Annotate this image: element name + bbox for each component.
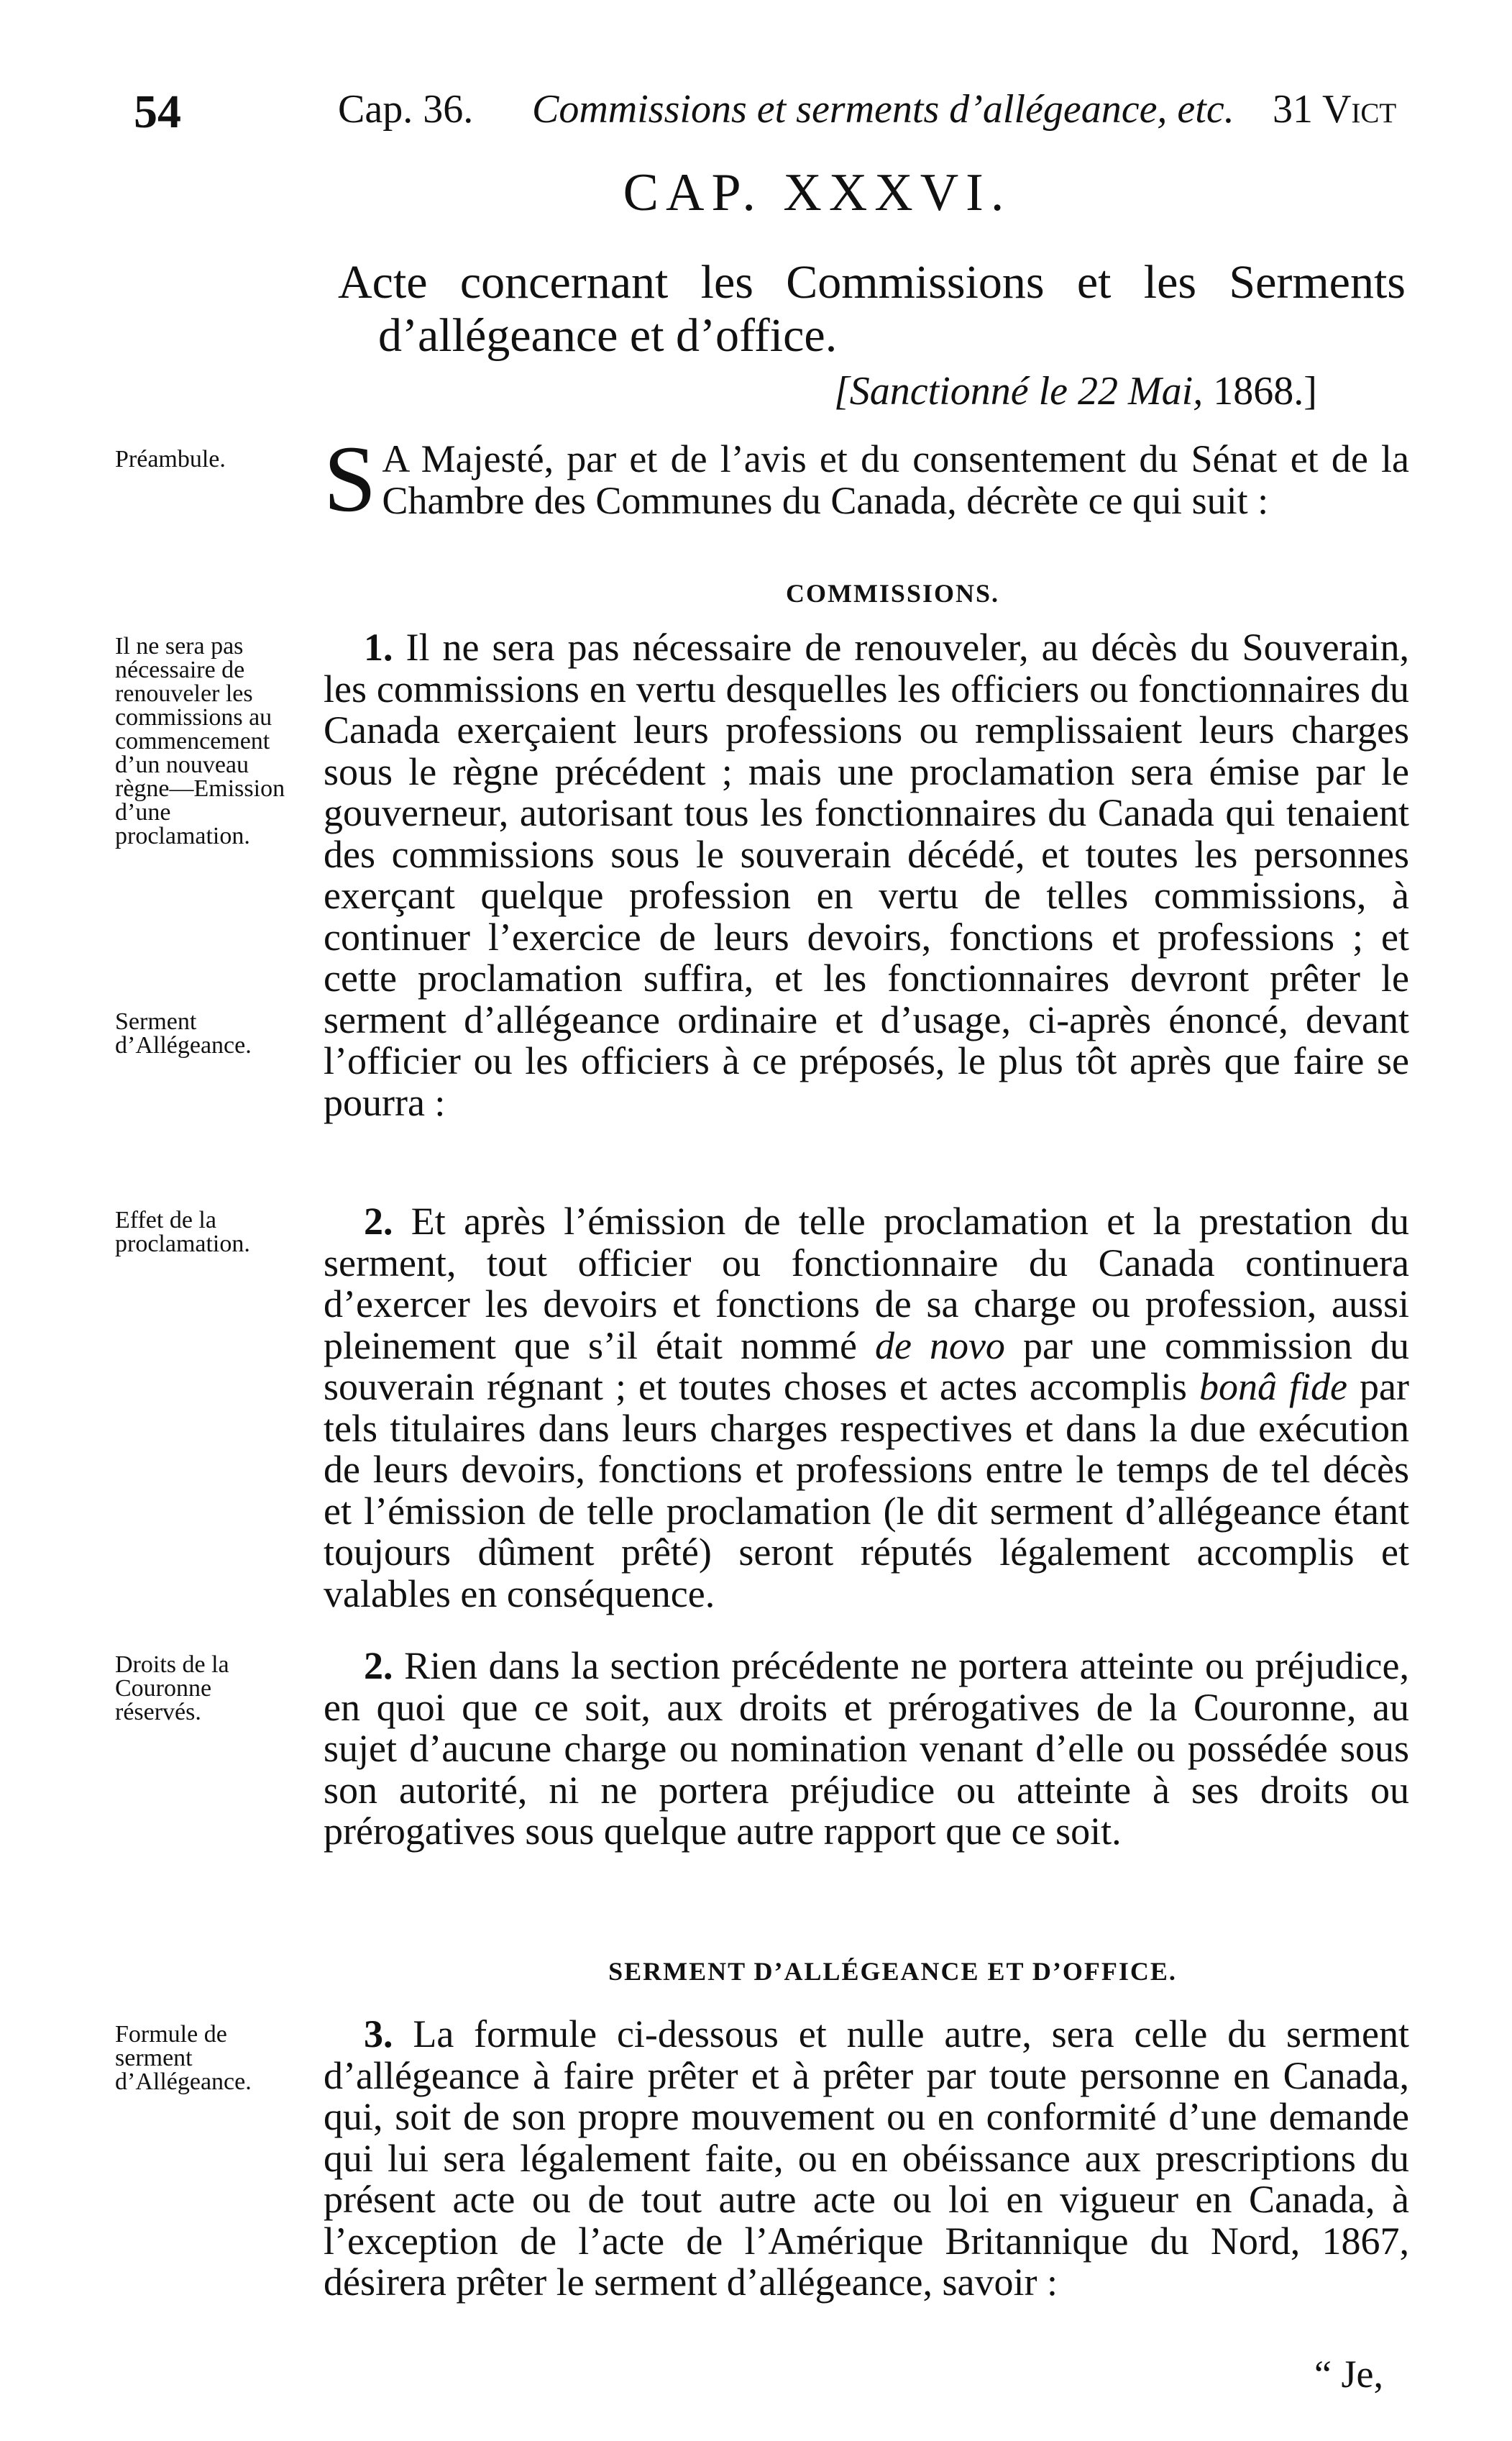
section-2-text-a: Et après l’émission de telle proclamation et la prestation du serment, tout officier ou fonctionnaire du Canada continuera d’exercer les devoirs et fonctions de sa charge ou profession, aussi pleinement que s’il était nommé — [324, 1200, 1410, 1367]
marginal-note-proclamation-effect: Effet de la proclamation. — [115, 1207, 250, 1257]
section-4 — [324, 2014, 1409, 2304]
preamble-paragraph — [324, 426, 1409, 531]
section-1 — [324, 627, 1409, 1123]
sanction-date — [834, 368, 1317, 414]
marginal-note-commissions: Il ne sera pas nécessaire de renouveler les commissions au commencement d’un nouveau règne—Emission d’une proclamation. — [115, 633, 285, 849]
closing-catchword: “ Je, — [1314, 2353, 1383, 2396]
chapter-heading: CAP. XXXVI. — [623, 163, 1012, 222]
heading-commissions: COMMISSIONS. — [785, 579, 1000, 608]
section-2 — [324, 1201, 1409, 1615]
heading-serment: SERMENT D’ALLÉGEANCE ET D’OFFICE. — [608, 1957, 1177, 1986]
section-4-text: La formule ci-dessous et nulle autre, sera celle du serment d’allégeance à faire prêter et à prêter par toute personne en Canada, qui, soit de son propre mouvement ou en conformité d’une demande qui lui sera légalement faite, ou en obéissance aux prescriptions du présent acte ou de tout autre acte ou loi en vigueur en Canada, à l’exception de l’acte de l’Amérique Britannique du Nord, 1867, désirera prêter le serment d’allégeance, savoir : — [324, 2012, 1409, 2304]
preamble-drop-cap: S — [324, 426, 377, 531]
act-title-line-1: Acte concernant les Commissions et les Serments — [338, 256, 1406, 309]
marginal-note-preamble: Préambule. — [115, 446, 226, 473]
regnal-year: 31 Vict — [1273, 87, 1397, 132]
section-1-text: Il ne sera pas nécessaire de renouveler, au décès du Souverain, les commissions en vertu desquelles les officiers ou fonctionnaires du Canada exerçaient leurs professions ou remplissaient leurs charges sous le règne précédent ; mais une proclamation sera émise par le gouverneur, autorisant tous les fonctionnaires du Canada qui tenaient des commissions sous le souverain décédé, et toutes les personnes exerçant quelque profession en vertu de telles commissions, à continuer l’exercice de leurs devoirs, fonctions et professions ; et cette proclamation suffira, et les fonctionnaires devront prêter le serment d’allégeance ordinaire et d’usage, ci-après énoncé, devant l’officier ou les officiers à ce préposés, le plus tôt après que faire se pourra : — [324, 626, 1409, 1124]
preamble-text: A Majesté, par et de l’avis et du consentement du Sénat et de la Chambre des Communes du Canada, décrète ce qui suit : — [382, 437, 1409, 522]
sanction-text: [Sanctionné le 22 Mai, — [834, 369, 1204, 414]
marginal-note-oath: Serment d’Allégeance. — [115, 1008, 252, 1059]
section-3 — [324, 1646, 1409, 1853]
section-2-text-b: par une commission du souverain régnant ; et toutes choses et actes accomplis — [324, 1323, 1409, 1408]
section-1-number: 1. — [364, 626, 393, 669]
sanction-year: 1868.] — [1213, 369, 1317, 414]
section-4-number: 3. — [364, 2012, 393, 2056]
section-2-text-c: par tels titulaires dans leurs charges respectives et dans la due exécution de leurs devoirs, fonctions et professions entre le temps de tel décès et l’émission de telle proclamation (le dit serment d’allégeance étant toujours dûment prêté) seront réputés légalement accomplis et valables en conséquence. — [324, 1365, 1409, 1615]
act-title — [338, 256, 1406, 362]
section-2-italic-bona-fide: bonâ fide — [1199, 1365, 1347, 1408]
section-2-number: 2. — [364, 1200, 393, 1243]
section-3-number: 2. — [364, 1644, 393, 1687]
chapter-reference: Cap. 36. — [338, 87, 474, 132]
section-2-italic-de-novo: de novo — [874, 1323, 1005, 1367]
section-3-text: Rien dans la section précédente ne portera atteinte ou préjudice, en quoi que ce soit, aux droits et prérogatives de la Couronne, au sujet d’aucune charge ou nomination venant d’elle ou possédée sous son autorité, ni ne portera préjudice ou atteinte à ses droits ou prérogatives sous quelque autre rapport que ce soit. — [324, 1644, 1409, 1853]
marginal-note-crown-rights: Droits de la Couronne réservés. — [115, 1651, 229, 1725]
running-title: Commissions et serments d’allégeance, etc. — [532, 87, 1234, 132]
act-title-line-2: d’allégeance et d’office. — [378, 309, 838, 362]
marginal-note-oath-formula: Formule de serment d’Allégeance. — [115, 2021, 252, 2095]
page-number: 54 — [134, 86, 181, 138]
